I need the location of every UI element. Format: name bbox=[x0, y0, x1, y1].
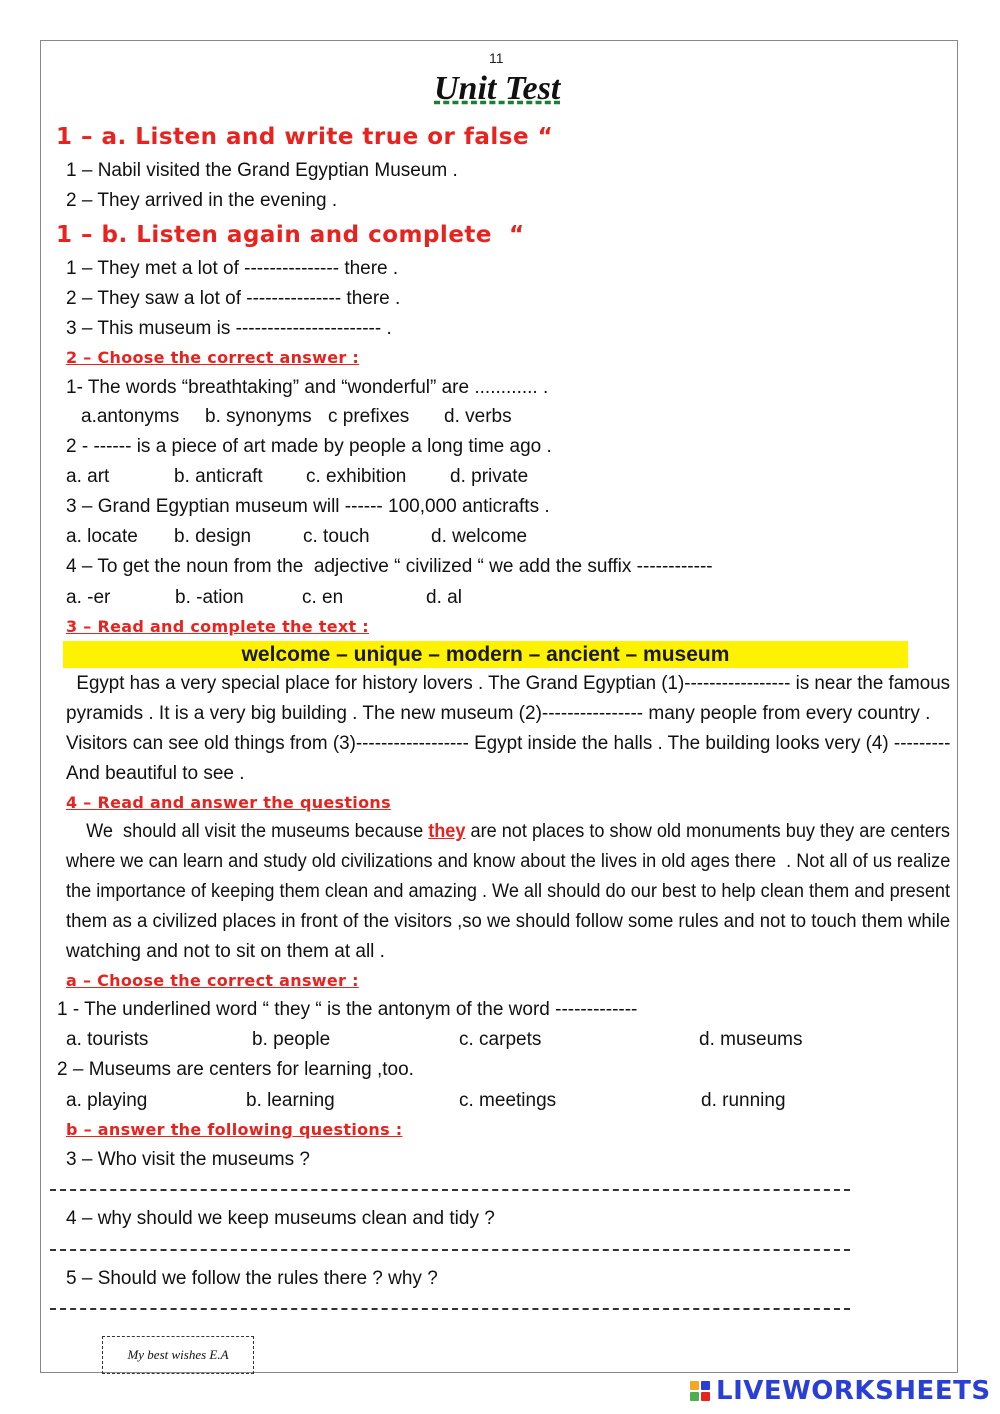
a-q2-option-c: c. meetings bbox=[459, 1090, 557, 1111]
part-a-heading: a – Choose the correct answer : bbox=[66, 971, 359, 990]
q2-option-d: d. private bbox=[450, 466, 529, 487]
part-a-question-1: 1 - The underlined word “ they “ is the antonym of the word ------------- bbox=[57, 999, 638, 1020]
answer-line-5[interactable] bbox=[50, 1308, 850, 1310]
passage-line-1-start: We should all visit the museums because bbox=[66, 821, 429, 842]
a-q2-option-b: b. learning bbox=[246, 1090, 335, 1111]
part-a-question-2: 2 – Museums are centers for learning ,too. bbox=[57, 1059, 414, 1080]
liveworksheets-icon bbox=[690, 1381, 710, 1401]
passage-line-4: them as a civilized places in front of the visitors ,so we should follow some rules and not to touch them while bbox=[66, 911, 951, 932]
a-q1-option-d: d. museums bbox=[699, 1029, 803, 1050]
section-1b-heading: 1 – b. Listen again and complete “ bbox=[56, 222, 525, 248]
answer-line-4[interactable] bbox=[50, 1249, 850, 1251]
section-2-question-4: 4 – To get the noun from the adjective “ civilized “ we add the suffix ------------ bbox=[66, 556, 713, 577]
answer-line-3[interactable] bbox=[50, 1189, 850, 1191]
q3-option-a: a. locate bbox=[66, 526, 138, 547]
section-2-question-1: 1- The words “breathtaking” and “wonderful” are ............ . bbox=[66, 377, 549, 398]
q4-option-d: d. al bbox=[426, 587, 462, 608]
word-bank: welcome – unique – modern – ancient – museum bbox=[63, 641, 908, 668]
section-3-heading: 3 – Read and complete the text : bbox=[66, 617, 369, 636]
section-2-question-3: 3 – Grand Egyptian museum will ------ 100,000 anticrafts . bbox=[66, 496, 550, 517]
part-b-question-4: 4 – why should we keep museums clean and tidy ? bbox=[66, 1208, 495, 1229]
q1-option-d: d. verbs bbox=[444, 406, 512, 427]
reading-text-line-4: And beautiful to see . bbox=[66, 763, 245, 784]
section-1b-item-2: 2 – They saw a lot of --------------- there . bbox=[66, 288, 401, 309]
part-b-heading: b – answer the following questions : bbox=[66, 1120, 403, 1139]
underlined-word-they: they bbox=[428, 821, 466, 842]
q1-option-b: b. synonyms bbox=[205, 406, 312, 427]
a-q1-option-a: a. tourists bbox=[66, 1029, 149, 1050]
section-4-heading: 4 – Read and answer the questions bbox=[66, 793, 391, 812]
section-1a-item-1: 1 – Nabil visited the Grand Egyptian Museum . bbox=[66, 160, 458, 181]
liveworksheets-wordmark: LIVEWORKSHEETS bbox=[716, 1376, 991, 1406]
passage-line-5: watching and not to sit on them at all . bbox=[66, 941, 385, 962]
page-number: 11 bbox=[489, 50, 504, 66]
section-1b-item-1: 1 – They met a lot of --------------- there . bbox=[66, 258, 399, 279]
passage-line-1 bbox=[66, 820, 950, 844]
section-1b-item-3: 3 – This museum is ----------------------- . bbox=[66, 318, 392, 339]
signature-box: My best wishes E.A bbox=[102, 1336, 254, 1374]
part-b-question-5: 5 – Should we follow the rules there ? why ? bbox=[66, 1268, 438, 1289]
section-2-question-2: 2 - ------ is a piece of art made by people a long time ago . bbox=[66, 436, 552, 457]
a-q2-option-a: a. playing bbox=[66, 1090, 148, 1111]
reading-text-line-3: Visitors can see old things from (3)------------------ Egypt inside the halls . The building looks very (4) --------- bbox=[66, 733, 951, 754]
q2-option-c: c. exhibition bbox=[306, 466, 407, 487]
section-2-heading: 2 – Choose the correct answer : bbox=[66, 348, 360, 367]
q1-option-a: a.antonyms bbox=[81, 406, 180, 427]
q4-option-a: a. -er bbox=[66, 587, 111, 608]
page-title: Unit Test bbox=[434, 70, 561, 107]
passage-line-3: the importance of keeping them clean and amazing . We all should do our best to help clean them and present bbox=[66, 881, 951, 902]
q3-option-b: b. design bbox=[174, 526, 252, 547]
passage-line-1-end: are not places to show old monuments buy they are centers bbox=[465, 821, 950, 842]
q4-option-c: c. en bbox=[302, 587, 344, 608]
reading-text-line-1: Egypt has a very special place for history lovers . The Grand Egyptian (1)----------------- is near the famous bbox=[66, 673, 951, 694]
q4-option-b: b. -ation bbox=[175, 587, 244, 608]
q2-option-b: b. anticraft bbox=[174, 466, 263, 487]
q1-option-c: c prefixes bbox=[328, 406, 410, 427]
reading-text-line-2: pyramids . It is a very big building . The new museum (2)---------------- many people from every country . bbox=[66, 703, 931, 724]
q3-option-c: c. touch bbox=[303, 526, 370, 547]
part-b-question-3: 3 – Who visit the museums ? bbox=[66, 1149, 310, 1170]
q3-option-d: d. welcome bbox=[431, 526, 528, 547]
passage-line-2: where we can learn and study old civilizations and know about the lives in old ages there . Not all of us realize bbox=[66, 851, 951, 872]
section-1a-heading: 1 – a. Listen and write true or false “ bbox=[56, 124, 554, 150]
q2-option-a: a. art bbox=[66, 466, 110, 487]
a-q1-option-c: c. carpets bbox=[459, 1029, 542, 1050]
a-q2-option-d: d. running bbox=[701, 1090, 786, 1111]
a-q1-option-b: b. people bbox=[252, 1029, 331, 1050]
section-1a-item-2: 2 – They arrived in the evening . bbox=[66, 190, 338, 211]
liveworksheets-logo bbox=[690, 1374, 991, 1408]
